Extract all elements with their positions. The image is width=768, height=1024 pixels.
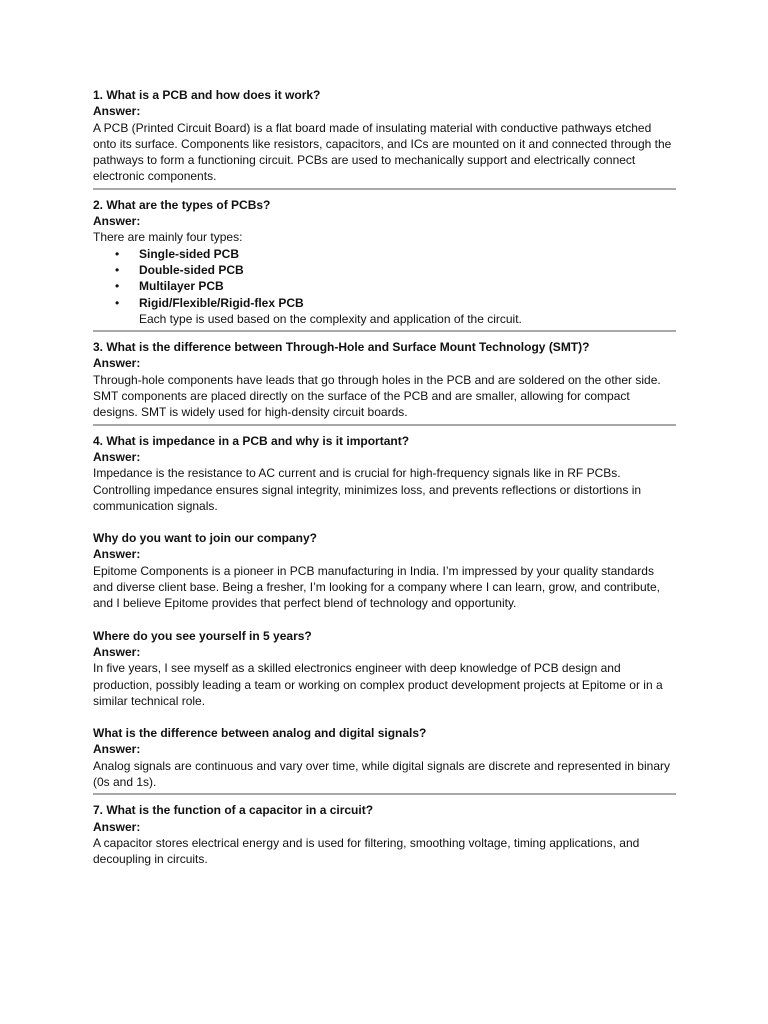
pcb-types-list — [93, 246, 676, 311]
answer-label: Answer: — [93, 547, 141, 562]
list-item-label: Rigid/Flexible/Rigid-flex PCB — [139, 295, 304, 310]
answer-label: Answer: — [93, 449, 141, 464]
list-item — [93, 278, 676, 294]
bullet-icon: • — [115, 262, 120, 277]
question-heading: 2. What are the types of PCBs? — [93, 197, 271, 212]
answer-label: Answer: — [93, 104, 141, 119]
bullet-icon: • — [115, 295, 120, 310]
qa-section-5 — [93, 530, 676, 611]
question-heading: What is the difference between analog and digital signals? — [93, 726, 427, 741]
question-heading: 7. What is the function of a capacitor in a circuit? — [93, 803, 374, 818]
section-divider — [93, 330, 676, 332]
answer-paragraph: A capacitor stores electrical energy and is used for filtering, smoothing voltage, timing applications, and decoupling in circuits. — [93, 835, 640, 867]
question-heading: 4. What is impedance in a PCB and why is it important? — [93, 433, 410, 448]
qa-section-8 — [93, 802, 676, 867]
qa-section-1 — [93, 87, 676, 185]
answer-paragraph: Analog signals are continuous and vary over time, while digital signals are discrete and represented in binary (0s and 1s). — [93, 758, 670, 789]
answer-paragraph: A PCB (Printed Circuit Board) is a flat board made of insulating material with conductive pathways etched onto its surface. Components like resistors, capacitors, and ICs are mounted on it and connected through the pathways to form a functioning circuit. PCBs are used to mechanically support and electrically connect electronic components. — [93, 120, 672, 184]
list-item-label: Double-sided PCB — [139, 262, 244, 277]
section-spacer — [93, 709, 676, 725]
qa-section-4 — [93, 433, 676, 514]
answer-label: Answer: — [93, 214, 141, 229]
question-heading: Why do you want to join our company? — [93, 531, 317, 546]
question-heading: Where do you see yourself in 5 years? — [93, 628, 312, 643]
section-divider — [93, 793, 676, 795]
section-spacer — [93, 514, 676, 530]
answer-paragraph: In five years, I see myself as a skilled electronics engineer with deep knowledge of PCB design and production, possibly leading a team or working on complex product development projects at Epitome or in a similar technical role. — [93, 661, 663, 708]
bullet-icon: • — [115, 279, 120, 294]
list-item — [93, 262, 676, 278]
answer-label: Answer: — [93, 356, 141, 371]
question-heading: 1. What is a PCB and how does it work? — [93, 88, 321, 102]
list-item-label: Multilayer PCB — [139, 279, 224, 294]
qa-section-3 — [93, 339, 676, 420]
list-item — [93, 246, 676, 262]
list-item-label: Single-sided PCB — [139, 246, 240, 261]
section-divider — [93, 424, 676, 426]
document-page — [93, 87, 676, 867]
qa-section-7 — [93, 725, 676, 790]
section-spacer — [93, 612, 676, 628]
answer-label: Answer: — [93, 819, 141, 834]
answer-label: Answer: — [93, 644, 141, 659]
section-divider — [93, 188, 676, 190]
answer-paragraph: Impedance is the resistance to AC current and is crucial for high-frequency signals like in RF PCBs. Controlling impedance ensures signal integrity, minimizes loss, and prevents reflections or distortions in communication signals. — [93, 466, 642, 513]
answer-note: Each type is used based on the complexity and application of the circuit. — [139, 311, 522, 326]
answer-paragraph: Through-hole components have leads that go through holes in the PCB and are soldered on the other side. — [93, 372, 661, 387]
question-heading: 3. What is the difference between Through-Hole and Surface Mount Technology (SMT)? — [93, 340, 590, 355]
qa-section-6 — [93, 628, 676, 709]
answer-paragraph: SMT components are placed directly on the surface of the PCB and are smaller, allowing for compact designs. SMT is widely used for high-density circuit boards. — [93, 389, 630, 420]
qa-section-2 — [93, 197, 676, 327]
answer-label: Answer: — [93, 742, 141, 757]
answer-paragraph: Epitome Components is a pioneer in PCB manufacturing in India. I’m impressed by your quality standards and diverse client base. Being a fresher, I’m looking for a company where I can learn, grow, and contribute, and I believe Epitome provides that perfect blend of technology and opportunity. — [93, 563, 660, 611]
answer-intro: There are mainly four types: — [93, 230, 243, 245]
list-item — [93, 295, 676, 311]
bullet-icon: • — [115, 246, 120, 261]
